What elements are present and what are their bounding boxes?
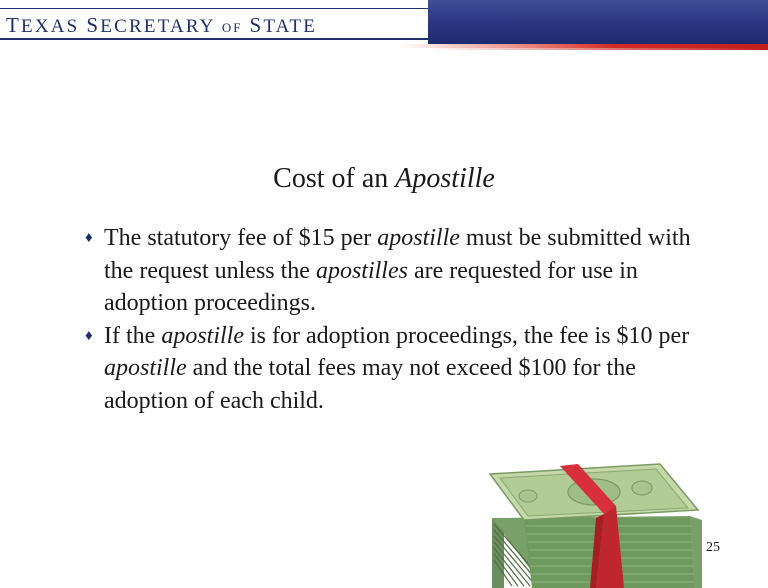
- agency-title-letter: S: [86, 13, 101, 37]
- header-rule-bottom: [0, 38, 428, 40]
- bullet-text: is for adoption proceedings, the fee is $10 per: [243, 322, 690, 349]
- bullet-text-italic: apostille: [104, 355, 187, 381]
- header: [0, 0, 768, 56]
- header-red-stripe-lower: [428, 48, 768, 50]
- header-rule-top: [0, 8, 428, 9]
- agency-title: [6, 13, 317, 38]
- bullet-text: must be submitted with the request unless the: [104, 225, 691, 284]
- bullet-text: If the: [104, 322, 162, 349]
- money-stack-icon: [484, 460, 702, 588]
- bullet-text: and the total fees may not exceed $100 for the adoption of each child.: [104, 355, 636, 414]
- bullet-item: [85, 320, 724, 418]
- slide-title-plain: Cost of an: [273, 163, 389, 194]
- bullet-text: are requested for use in adoption proceedings.: [104, 257, 638, 316]
- page-number: 25: [706, 540, 720, 555]
- bullet-text-italic: apostilles: [315, 257, 408, 284]
- bullet-list: [85, 222, 724, 417]
- diamond-bullet-icon: ♦: [85, 230, 93, 246]
- agency-title-word: OF: [221, 20, 243, 35]
- bullet-text: The statutory fee of $15 per: [104, 225, 378, 251]
- bullet-text-italic: apostille: [161, 322, 244, 349]
- diamond-bullet-icon: ♦: [85, 327, 93, 344]
- bullet-text-italic: apostille: [377, 225, 460, 251]
- header-blue-band: [428, 0, 768, 44]
- agency-title-word: EXAS: [21, 16, 80, 37]
- slide-title-italic: Apostille: [395, 163, 495, 194]
- agency-title-letter: T: [6, 13, 22, 37]
- slide-title: [0, 162, 768, 196]
- agency-title-word: TATE: [263, 16, 318, 37]
- agency-title-word: ECRETARY: [100, 16, 215, 37]
- agency-title-letter: S: [249, 13, 264, 37]
- bullet-item: [85, 222, 724, 320]
